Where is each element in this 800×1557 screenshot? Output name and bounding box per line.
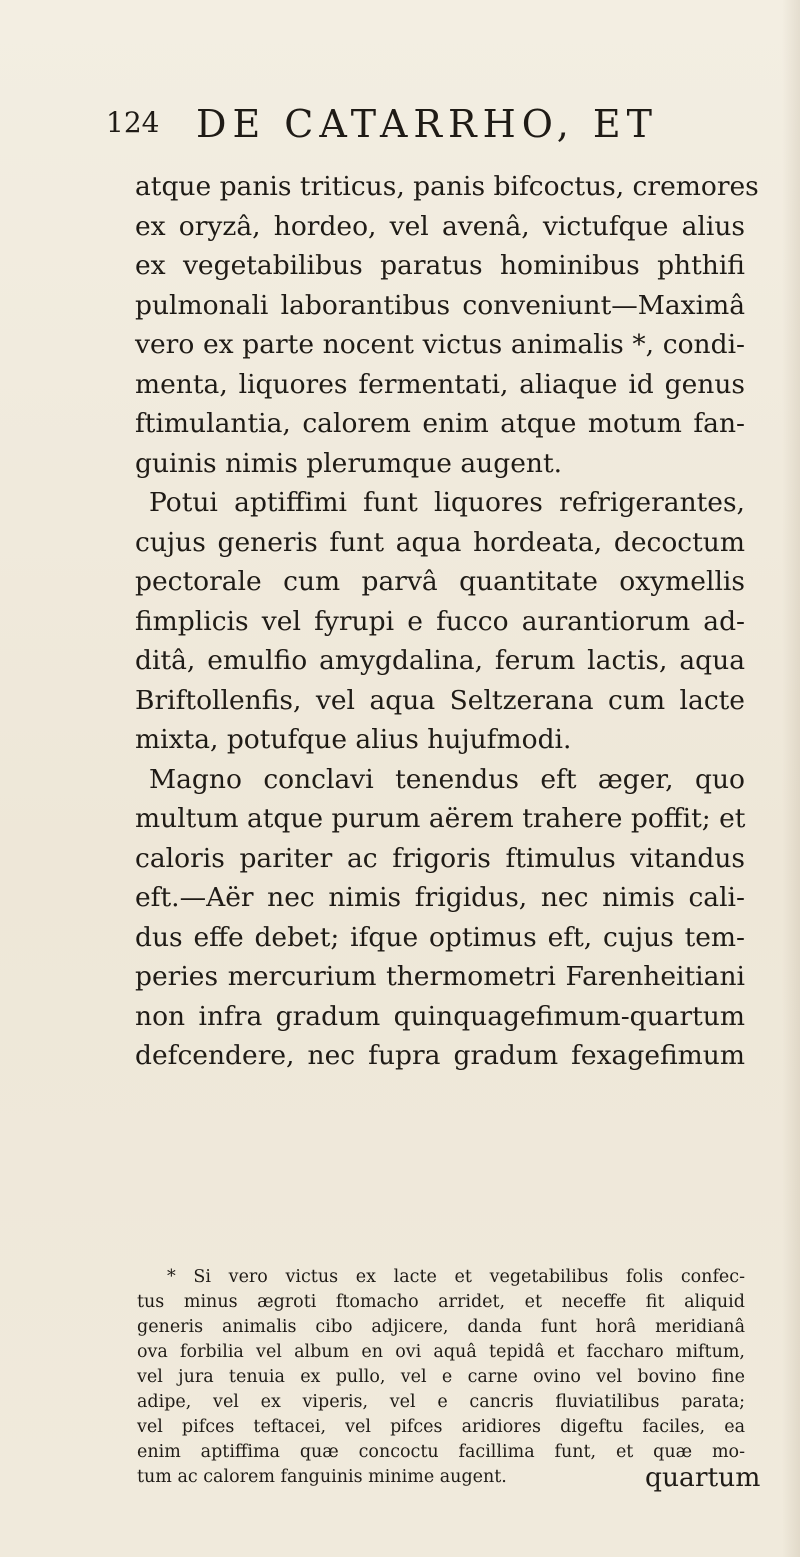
running-title: DE CATARRHO, ET bbox=[196, 102, 658, 146]
text-line: ftimulantia, calorem enim atque motum fan- bbox=[135, 408, 745, 439]
page-edge-shadow bbox=[782, 0, 800, 1557]
footnote-line: generis animalis cibo adjicere, danda funt horâ meridianâ bbox=[137, 1317, 745, 1337]
footnote-line: adipe, vel ex viperis, vel e cancris fluviatilibus parata; bbox=[137, 1392, 745, 1412]
text-line: eft.—Aër nec nimis frigidus, nec nimis cali- bbox=[135, 882, 745, 913]
page-header bbox=[106, 98, 746, 158]
footnote-line: ova forbilia vel album en ovi aquâ tepidâ et faccharo miftum, bbox=[137, 1342, 745, 1362]
catchword: quartum bbox=[645, 1462, 761, 1493]
text-line: ex oryzâ, hordeo, vel avenâ, victufque alius bbox=[135, 210, 745, 242]
main-text bbox=[135, 167, 759, 1076]
text-line: cujus generis funt aqua hordeata, decoctum bbox=[135, 526, 745, 558]
text-line: vero ex parte nocent victus animalis *, condi- bbox=[135, 329, 745, 360]
text-line: Potui aptiffimi funt liquores refrigerantes, bbox=[149, 487, 745, 518]
text-line: caloris pariter ac frigoris ftimulus vitandus bbox=[135, 842, 745, 874]
text-line: Magno conclavi tenendus eft æger, quo bbox=[149, 763, 745, 795]
text-line: pectorale cum parvâ quantitate oxymellis bbox=[135, 566, 745, 597]
footnote-line: tum ac calorem fanguinis minime augent. bbox=[137, 1467, 507, 1487]
text-line: mixta, potufque alius hujufmodi. bbox=[135, 724, 572, 755]
text-line: menta, liquores fermentati, aliaque id genus bbox=[135, 368, 745, 400]
text-line: pulmonali laborantibus conveniunt—Maximâ bbox=[135, 289, 745, 321]
text-line: non infra gradum quinquagefimum-quartum bbox=[135, 1000, 745, 1032]
text-line: multum atque purum aërem trahere poffit; et bbox=[135, 803, 746, 834]
text-line: peries mercurium thermometri Farenheitiani bbox=[135, 961, 745, 992]
footnote-line: enim aptiffima quæ concoctu facillima funt, et quæ mo- bbox=[137, 1442, 745, 1462]
footnote bbox=[137, 1265, 745, 1490]
text-line: Briftollenfis, vel aqua Seltzerana cum lacte bbox=[135, 684, 745, 716]
footnote-line: vel jura tenuia ex pullo, vel e carne ovino vel bovino fine bbox=[137, 1367, 745, 1387]
text-line: fimplicis vel fyrupi e fucco aurantiorum ad- bbox=[135, 605, 745, 637]
footnote-line: tus minus ægroti ftomacho arridet, et neceffe fit aliquid bbox=[137, 1292, 745, 1312]
text-line: defcendere, nec fupra gradum fexagefimum bbox=[135, 1040, 745, 1071]
text-line: ex vegetabilibus paratus hominibus phthifi bbox=[135, 250, 745, 281]
text-line: atque panis triticus, panis bifcoctus, cremores bbox=[135, 171, 759, 202]
text-line: guinis nimis plerumque augent. bbox=[135, 447, 563, 479]
text-line: ditâ, emulfio amygdalina, ferum lactis, aqua bbox=[135, 645, 745, 676]
page-number: 124 bbox=[106, 106, 160, 139]
footnote-line: * Si vero victus ex lacte et vegetabilibus folis confec- bbox=[167, 1267, 745, 1287]
text-line: dus effe debet; ifque optimus eft, cujus tem- bbox=[135, 921, 745, 953]
footnote-line: vel pifces teftacei, vel pifces aridiores digeftu faciles, ea bbox=[137, 1417, 745, 1437]
